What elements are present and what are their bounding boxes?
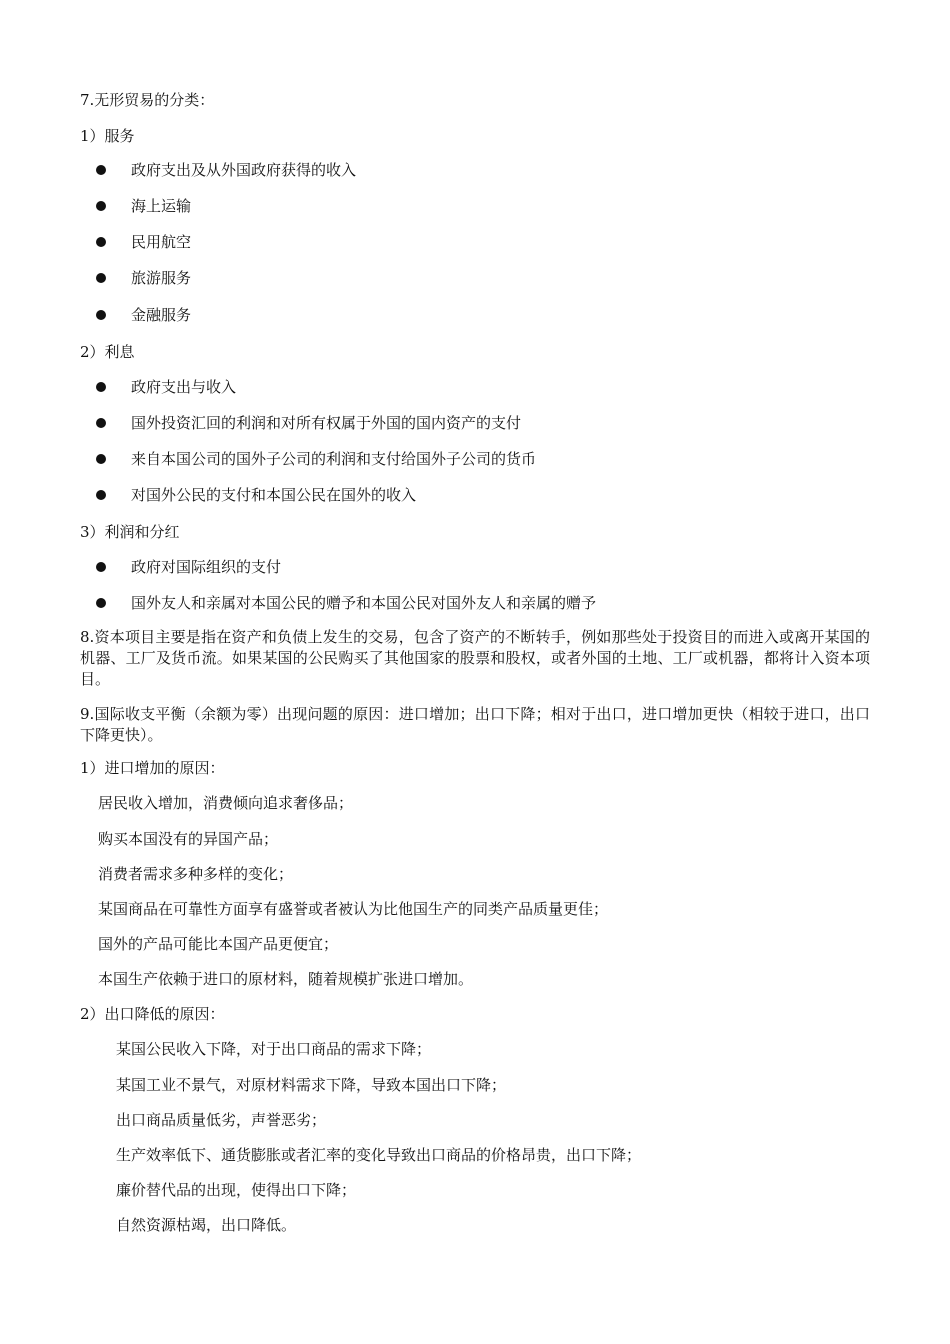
list-item: 自然资源枯竭，出口降低。 [116, 1216, 297, 1234]
list-item: 旅游服务 [131, 269, 192, 287]
list-item: 海上运输 [131, 197, 192, 215]
section-8-paragraph: 8.资本项目主要是指在资产和负债上发生的交易，包含了资产的不断转手，例如那些处于投资目的而进入或离开某国的机器、工厂及货币流。如果某国的公民购买了其他国家的股票和股权，或者外国的土地、工厂或机器，都将计入资本项目。 [80, 628, 870, 688]
list-item: 某国工业不景气，对原材料需求下降，导致本国出口下降； [116, 1076, 507, 1094]
list-item: 民用航空 [131, 233, 192, 251]
bullet-icon [96, 418, 106, 428]
bullet-icon [96, 237, 106, 247]
list-item: 廉价替代品的出现，使得出口下降； [116, 1181, 357, 1199]
bullet-icon [96, 454, 106, 464]
list-item: 生产效率低下、通货膨胀或者汇率的变化导致出口商品的价格昂贵，出口下降； [116, 1146, 642, 1164]
list-item: 居民收入增加，消费倾向追求奢侈品； [98, 794, 354, 812]
group-export-title: 2）出口降低的原因： [80, 1005, 225, 1023]
group-services-title: 1）服务 [80, 127, 135, 145]
list-item: 本国生产依赖于进口的原材料，随着规模扩张进口增加。 [98, 970, 474, 988]
group-import-title: 1）进口增加的原因： [80, 759, 225, 777]
list-item: 政府对国际组织的支付 [131, 558, 282, 576]
bullet-icon [96, 490, 106, 500]
bullet-icon [96, 165, 106, 175]
bullet-icon [96, 273, 106, 283]
section-9-paragraph: 9.国际收支平衡（余额为零）出现问题的原因：进口增加；出口下降；相对于出口，进口增加更快（相较于进口，出口下降更快）。 [80, 705, 870, 744]
list-item: 出口商品质量低劣，声誉恶劣； [116, 1111, 327, 1129]
section-7-heading: 7.无形贸易的分类： [80, 91, 215, 109]
list-item: 国外友人和亲属对本国公民的赠予和本国公民对国外友人和亲属的赠予 [131, 594, 597, 612]
list-item: 政府支出及从外国政府获得的收入 [131, 161, 357, 179]
group-profit-title: 3）利润和分红 [80, 523, 180, 541]
bullet-icon [96, 562, 106, 572]
list-item: 政府支出与收入 [131, 378, 237, 396]
list-item: 某国公民收入下降，对于出口商品的需求下降； [116, 1040, 432, 1058]
bullet-icon [96, 598, 106, 608]
list-item: 来自本国公司的国外子公司的利润和支付给国外子公司的货币 [131, 450, 537, 468]
group-interest-title: 2）利息 [80, 343, 135, 361]
list-item: 消费者需求多种多样的变化； [98, 865, 294, 883]
list-item: 金融服务 [131, 306, 192, 324]
bullet-icon [96, 201, 106, 211]
list-item: 购买本国没有的异国产品； [98, 830, 279, 848]
list-item: 国外的产品可能比本国产品更便宜； [98, 935, 339, 953]
list-item: 对国外公民的支付和本国公民在国外的收入 [131, 486, 417, 504]
bullet-icon [96, 310, 106, 320]
list-item: 国外投资汇回的利润和对所有权属于外国的国内资产的支付 [131, 414, 522, 432]
bullet-icon [96, 382, 106, 392]
list-item: 某国商品在可靠性方面享有盛誉或者被认为比他国生产的同类产品质量更佳； [98, 900, 609, 918]
